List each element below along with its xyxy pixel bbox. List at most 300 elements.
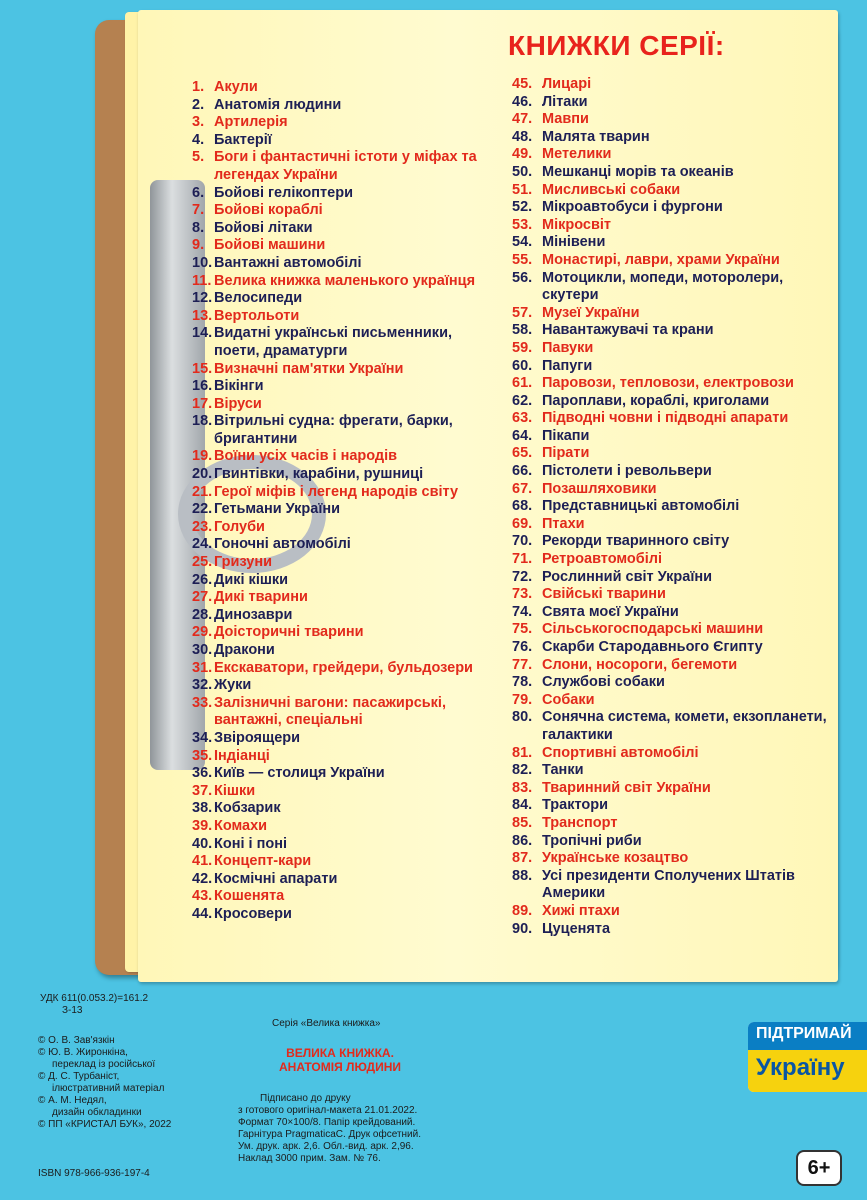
book-number: 16. xyxy=(192,378,213,395)
book-number: 49. xyxy=(512,146,533,163)
copyright-line: © Д. С. Турбаніст, xyxy=(38,1071,120,1082)
book-list-item xyxy=(192,607,492,625)
book-title: Цуценята xyxy=(542,920,611,937)
book-title: Дракони xyxy=(214,642,275,658)
book-list-item xyxy=(192,484,492,502)
book-number: 61. xyxy=(512,375,533,392)
book-list-item xyxy=(192,290,492,308)
book-number: 15. xyxy=(192,360,213,377)
book-list-item xyxy=(192,783,492,801)
book-title: Транспорт xyxy=(542,814,618,831)
book-list-item xyxy=(192,642,492,660)
book-title: Птахи xyxy=(542,515,585,532)
book-list-item xyxy=(192,871,492,889)
book-number: 83. xyxy=(512,779,533,796)
book-number: 30. xyxy=(192,642,213,658)
book-list-item xyxy=(512,146,832,164)
book-title-line1: ВЕЛИКА КНИЖКА. xyxy=(286,1046,394,1060)
print-info-line: Формат 70×100/8. Папір крейдований. xyxy=(238,1117,416,1128)
book-title: Мікросвіт xyxy=(542,216,611,233)
book-list-item xyxy=(192,237,492,255)
book-title: Пароплави, кораблі, криголами xyxy=(542,392,770,409)
book-number: 44. xyxy=(192,905,213,922)
book-list-item xyxy=(512,481,832,499)
series-label: Серія «Велика книжка» xyxy=(272,1018,381,1029)
book-title: Тваринний світ України xyxy=(542,779,711,796)
book-title: Підводні човни і підводні апарати xyxy=(542,410,789,427)
copyright-line: © О. В. Зав'язкін xyxy=(38,1035,115,1046)
book-list-item xyxy=(192,695,492,730)
book-list-right xyxy=(512,76,832,938)
book-number: 63. xyxy=(512,410,533,427)
book-list-item xyxy=(512,375,832,393)
book-title: Дикі тварини xyxy=(214,589,308,606)
book-number: 2. xyxy=(192,96,205,113)
book-list-item xyxy=(512,498,832,516)
book-number: 69. xyxy=(512,515,533,532)
book-list-item xyxy=(512,745,832,763)
copyright-line: © Ю. В. Жиронкіна, xyxy=(38,1047,128,1058)
support-ukraine-logo xyxy=(748,1022,867,1092)
book-title: Свята моєї України xyxy=(542,603,679,620)
book-title: Мікроавтобуси і фургони xyxy=(542,199,723,216)
book-list-item xyxy=(192,730,492,748)
book-number: 68. xyxy=(512,498,533,515)
book-list-item xyxy=(512,762,832,780)
book-title: Гризуни xyxy=(214,554,273,571)
book-list-item xyxy=(512,551,832,569)
book-number: 45. xyxy=(512,76,533,92)
book-number: 86. xyxy=(512,832,533,849)
book-number: 54. xyxy=(512,234,533,251)
book-list-item xyxy=(192,748,492,766)
book-number: 51. xyxy=(512,181,533,198)
book-title: Малята тварин xyxy=(542,128,650,145)
book-number: 74. xyxy=(512,603,533,620)
book-list-item xyxy=(192,765,492,783)
book-number: 32. xyxy=(192,677,213,694)
book-title: Вертольоти xyxy=(214,307,300,324)
copyright-line: © ПП «КРИСТАЛ БУК», 2022 xyxy=(38,1119,172,1130)
book-list-item xyxy=(512,234,832,252)
book-number: 84. xyxy=(512,797,533,814)
book-number: 40. xyxy=(192,835,213,852)
book-list-item xyxy=(192,185,492,203)
copyright-block xyxy=(38,1035,171,1131)
book-number: 21. xyxy=(192,483,213,500)
book-number: 57. xyxy=(512,304,533,321)
book-number: 26. xyxy=(192,571,213,588)
series-heading: КНИЖКИ СЕРІЇ: xyxy=(508,30,725,61)
book-list-item xyxy=(512,358,832,376)
book-list-item xyxy=(192,906,492,924)
book-number: 38. xyxy=(192,800,213,817)
book-number: 62. xyxy=(512,392,533,409)
book-number: 18. xyxy=(192,413,213,430)
book-title: Вантажні автомобілі xyxy=(214,254,362,271)
book-list-item xyxy=(512,182,832,200)
book-list-item xyxy=(192,466,492,484)
book-number: 7. xyxy=(192,202,205,219)
book-number: 1. xyxy=(192,79,205,95)
book-list-item xyxy=(192,448,492,466)
book-title: Артилерія xyxy=(214,114,288,131)
book-title: Музеї України xyxy=(542,304,640,321)
book-title: Мінівени xyxy=(542,234,606,251)
book-list-item xyxy=(512,657,832,675)
book-list-item xyxy=(512,921,832,939)
print-info-line: Підписано до друку xyxy=(260,1093,351,1104)
book-title: Сонячна система, комети, екзопланети, галактики xyxy=(542,709,827,743)
book-number: 42. xyxy=(192,870,213,887)
book-title: Акули xyxy=(214,79,258,95)
book-list-item xyxy=(192,97,492,115)
book-title: Собаки xyxy=(542,691,595,708)
book-title: Динозаври xyxy=(214,606,293,623)
book-title: Кішки xyxy=(214,782,256,799)
book-number: 20. xyxy=(192,466,213,483)
book-title: Велосипеди xyxy=(214,290,303,307)
book-title: Рослинний світ України xyxy=(542,568,713,585)
book-list-item xyxy=(192,888,492,906)
book-number: 11. xyxy=(192,272,212,289)
book-title: Сільськогосподарські машини xyxy=(542,621,764,638)
book-title: Танки xyxy=(542,762,584,779)
book-number: 73. xyxy=(512,586,533,603)
book-title: Мавпи xyxy=(542,111,589,128)
book-list-item xyxy=(512,674,832,692)
book-title: Кошенята xyxy=(214,888,285,905)
print-info-line: Ум. друк. арк. 2,6. Обл.-вид. арк. 2,96. xyxy=(238,1141,414,1152)
isbn: ISBN 978-966-936-197-4 xyxy=(38,1168,150,1179)
book-number: 13. xyxy=(192,307,213,324)
book-title: Рекорди тваринного світу xyxy=(542,533,730,550)
book-number: 82. xyxy=(512,762,533,779)
book-title: Пікапи xyxy=(542,427,590,444)
book-list-item xyxy=(512,428,832,446)
book-list-item xyxy=(192,114,492,132)
print-info-line: з готового оригінал-макета 21.01.2022. xyxy=(238,1105,418,1116)
book-list-item xyxy=(512,639,832,657)
copyright-line: ілюстративний матеріал xyxy=(52,1083,165,1094)
book-number: 28. xyxy=(192,606,213,623)
book-number: 89. xyxy=(512,902,533,919)
book-list-item xyxy=(512,586,832,604)
book-list-item xyxy=(192,202,492,220)
book-number: 3. xyxy=(192,114,205,131)
book-number: 4. xyxy=(192,131,205,148)
book-number: 88. xyxy=(512,867,533,884)
book-title: Бойові кораблі xyxy=(214,202,323,219)
book-title: Кросовери xyxy=(214,905,292,922)
book-list-item xyxy=(512,868,832,903)
udk-code: З-13 xyxy=(62,1005,83,1016)
age-rating-badge: 6+ xyxy=(796,1150,842,1186)
book-list-item xyxy=(512,569,832,587)
book-number: 60. xyxy=(512,357,533,374)
book-list-item xyxy=(192,624,492,642)
book-title: Тропічні риби xyxy=(542,832,642,849)
book-number: 55. xyxy=(512,251,533,268)
book-number: 12. xyxy=(192,290,213,307)
book-list-item xyxy=(192,308,492,326)
book-number: 56. xyxy=(512,269,533,286)
book-list-item xyxy=(192,660,492,678)
book-number: 33. xyxy=(192,694,213,711)
book-list-item xyxy=(512,850,832,868)
book-number: 64. xyxy=(512,427,533,444)
book-number: 5. xyxy=(192,149,205,166)
book-title: Герої міфів і легенд народів світу xyxy=(214,483,459,500)
book-list-item xyxy=(192,818,492,836)
book-list-item xyxy=(512,903,832,921)
book-list-item xyxy=(192,255,492,273)
book-number: 72. xyxy=(512,568,533,585)
book-list-item xyxy=(192,836,492,854)
book-number: 90. xyxy=(512,920,533,937)
book-title: Боги і фантастичні істоти у міфах та легендах України xyxy=(214,149,477,183)
book-title: Анатомія людини xyxy=(214,96,342,113)
book-title-line2: АНАТОМІЯ ЛЮДИНИ xyxy=(278,1060,401,1074)
book-title: Спортивні автомобілі xyxy=(542,744,699,761)
book-list-item xyxy=(192,853,492,871)
book-list-item xyxy=(512,604,832,622)
book-title: Бактерії xyxy=(214,131,272,148)
book-list-item xyxy=(512,410,832,428)
book-title: Бойові гелікоптери xyxy=(214,184,353,201)
book-title xyxy=(260,1046,420,1074)
book-list-item xyxy=(512,533,832,551)
book-title: Воїни усіх часів і народів xyxy=(214,448,398,465)
book-title: Доісторичні тварини xyxy=(214,624,364,641)
book-number: 36. xyxy=(192,765,213,782)
book-list-item xyxy=(192,554,492,572)
book-list-item xyxy=(512,393,832,411)
book-list-left xyxy=(192,79,492,924)
book-list-item xyxy=(192,800,492,818)
book-number: 46. xyxy=(512,93,533,110)
book-title: Мотоцикли, мопеди, моторолери, скутери xyxy=(542,269,784,304)
book-list-item xyxy=(512,199,832,217)
book-list-item xyxy=(192,273,492,291)
book-title: Гвинтівки, карабіни, рушниці xyxy=(214,466,424,483)
book-title: Залізничні вагони: пасажирські, вантажні, спеціальні xyxy=(214,694,446,729)
book-list-item xyxy=(192,132,492,150)
book-title: Видатні українські письменники, поети, драматурги xyxy=(214,325,453,359)
book-list-item xyxy=(512,709,832,744)
book-list-item xyxy=(512,780,832,798)
print-info xyxy=(238,1093,421,1165)
book-title: Лицарі xyxy=(542,76,592,92)
book-list-item xyxy=(512,692,832,710)
book-title: Навантажувачі та крани xyxy=(542,322,714,339)
book-list-item xyxy=(192,501,492,519)
book-title: Паровози, тепловози, електровози xyxy=(542,375,794,392)
book-list-item xyxy=(192,361,492,379)
book-number: 81. xyxy=(512,744,533,761)
book-title: Трактори xyxy=(542,797,609,814)
book-title: Слони, носороги, бегемоти xyxy=(542,656,738,673)
book-number: 80. xyxy=(512,709,533,726)
book-title: Гоночні автомобілі xyxy=(214,536,351,553)
book-list-item xyxy=(192,589,492,607)
book-list-item xyxy=(192,325,492,360)
book-number: 79. xyxy=(512,691,533,708)
support-line2: Україну xyxy=(748,1050,867,1092)
book-list-item xyxy=(512,833,832,851)
book-title: Концепт-кари xyxy=(214,853,312,870)
book-title: Метелики xyxy=(542,146,612,163)
book-number: 39. xyxy=(192,817,213,834)
book-number: 47. xyxy=(512,111,533,128)
book-number: 87. xyxy=(512,850,533,867)
book-title: Пістолети і револьвери xyxy=(542,463,712,480)
book-number: 41. xyxy=(192,853,213,870)
book-list-item xyxy=(512,516,832,534)
book-title: Хижі птахи xyxy=(542,902,620,919)
book-list-item xyxy=(512,94,832,112)
book-list-item xyxy=(512,340,832,358)
book-number: 19. xyxy=(192,448,213,465)
book-list-item xyxy=(512,322,832,340)
book-title: Літаки xyxy=(542,93,588,110)
book-list-item xyxy=(192,519,492,537)
book-title: Визначні пам'ятки України xyxy=(214,360,404,377)
support-line1: ПІДТРИМАЙ xyxy=(748,1022,867,1050)
book-number: 52. xyxy=(512,199,533,216)
copyright-line: © А. М. Недял, xyxy=(38,1095,107,1106)
book-number: 25. xyxy=(192,554,213,571)
book-number: 65. xyxy=(512,445,533,462)
book-number: 48. xyxy=(512,128,533,145)
book-title: Голуби xyxy=(214,518,265,535)
book-number: 67. xyxy=(512,480,533,497)
book-number: 24. xyxy=(192,536,213,553)
book-list-item xyxy=(512,797,832,815)
book-list-item xyxy=(192,396,492,414)
book-list-item xyxy=(512,76,832,94)
book-number: 34. xyxy=(192,729,213,746)
print-info-line: Наклад 3000 прим. Зам. № 76. xyxy=(238,1153,381,1164)
book-title: Вітрильні судна: фрегати, барки, бригантини xyxy=(214,413,453,447)
book-title: Позашляховики xyxy=(542,480,657,497)
book-title: Бойові машини xyxy=(214,237,326,254)
book-number: 53. xyxy=(512,216,533,233)
book-number: 8. xyxy=(192,219,205,236)
book-number: 9. xyxy=(192,237,205,254)
book-number: 58. xyxy=(512,322,533,339)
book-list-item xyxy=(192,572,492,590)
book-title: Свійські тварини xyxy=(542,586,666,603)
book-title: Павуки xyxy=(542,339,594,356)
book-title: Комахи xyxy=(214,817,268,834)
book-title: Мисливські собаки xyxy=(542,181,681,198)
book-number: 71. xyxy=(512,551,533,568)
book-number: 77. xyxy=(512,656,533,673)
book-title: Космічні апарати xyxy=(214,870,338,887)
book-number: 10. xyxy=(192,254,213,271)
book-number: 59. xyxy=(512,339,533,356)
book-list-item xyxy=(192,220,492,238)
book-number: 66. xyxy=(512,463,533,480)
book-list-item xyxy=(192,413,492,448)
book-title: Вікінги xyxy=(214,378,264,395)
book-number: 75. xyxy=(512,621,533,638)
book-title: Представницькі автомобілі xyxy=(542,498,740,515)
book-list-item xyxy=(512,815,832,833)
book-number: 27. xyxy=(192,589,213,606)
book-list-item xyxy=(192,79,492,97)
book-title: Гетьмани України xyxy=(214,501,341,518)
book-title: Скарби Стародавнього Єгипту xyxy=(542,639,763,655)
book-title: Мешканці морів та океанів xyxy=(542,163,734,180)
book-title: Екскаватори, грейдери, бульдозери xyxy=(214,659,473,676)
book-number: 6. xyxy=(192,184,205,201)
book-list-item xyxy=(512,305,832,323)
book-number: 22. xyxy=(192,501,213,518)
book-title: Українське козацтво xyxy=(542,850,689,867)
book-number: 37. xyxy=(192,782,213,799)
book-list-item xyxy=(512,164,832,182)
book-title: Київ — столиця України xyxy=(214,765,385,782)
book-number: 78. xyxy=(512,674,533,691)
book-title: Кобзарик xyxy=(214,800,281,817)
book-title: Пірати xyxy=(542,445,590,462)
book-list-item xyxy=(512,129,832,147)
print-info-line: Гарнітура PragmaticaC. Друк офсетний. xyxy=(238,1129,422,1140)
book-title: Звіроящери xyxy=(214,729,301,746)
book-number: 43. xyxy=(192,888,213,905)
book-list-item xyxy=(512,217,832,235)
book-title: Службові собаки xyxy=(542,674,665,691)
book-title: Ретроавтомобілі xyxy=(542,551,662,568)
book-list-item xyxy=(512,270,832,305)
book-number: 17. xyxy=(192,395,213,412)
book-title: Папуги xyxy=(542,357,593,374)
copyright-line: переклад із російської xyxy=(52,1059,156,1070)
book-title: Бойові літаки xyxy=(214,219,313,236)
book-list-item xyxy=(512,621,832,639)
book-title: Усі президенти Сполучених Штатів Америки xyxy=(542,867,795,902)
udk-block xyxy=(40,993,148,1017)
book-list-item xyxy=(512,111,832,129)
book-number: 23. xyxy=(192,518,213,535)
book-list-item xyxy=(192,149,492,184)
book-list-item xyxy=(192,677,492,695)
book-number: 14. xyxy=(192,325,213,342)
book-list-item xyxy=(192,378,492,396)
book-title: Монастирі, лаври, храми України xyxy=(542,251,780,268)
book-number: 85. xyxy=(512,814,533,831)
udk-line: УДК 611(0.053.2)=161.2 xyxy=(40,993,149,1004)
book-title: Жуки xyxy=(214,677,252,694)
book-title: Віруси xyxy=(214,395,262,412)
book-number: 35. xyxy=(192,747,213,764)
book-list-item xyxy=(512,463,832,481)
book-number: 70. xyxy=(512,533,533,550)
book-title: Індіанці xyxy=(214,747,270,764)
book-title: Велика книжка маленького українця xyxy=(214,272,476,289)
book-list-item xyxy=(512,445,832,463)
book-title: Коні і поні xyxy=(214,835,287,852)
book-list-item xyxy=(192,536,492,554)
book-number: 31. xyxy=(192,659,213,676)
book-number: 29. xyxy=(192,624,213,641)
book-list-item xyxy=(512,252,832,270)
copyright-line: дизайн обкладинки xyxy=(52,1107,142,1118)
book-number: 50. xyxy=(512,163,533,180)
book-number: 76. xyxy=(512,639,533,655)
